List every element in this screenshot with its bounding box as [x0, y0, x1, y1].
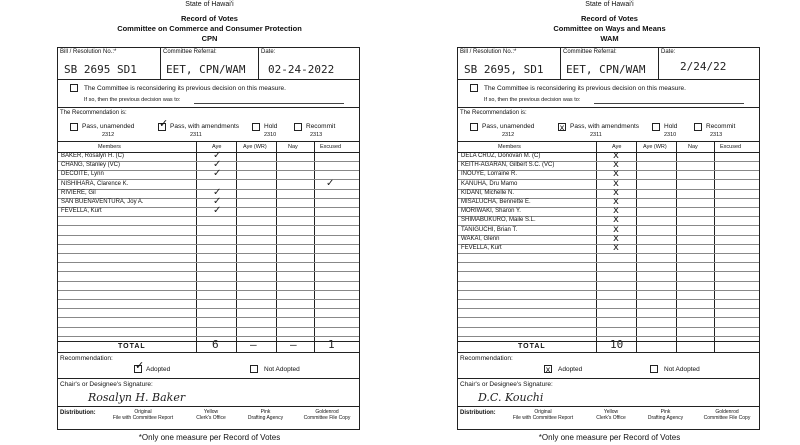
member-row: [458, 327, 759, 337]
check-mark-icon[interactable]: ✓: [213, 159, 222, 171]
member-name: BAKER, Rosalyn H. (C): [61, 153, 125, 159]
pass-unamended-checkbox[interactable]: [470, 123, 478, 131]
adoption-row: [58, 353, 359, 379]
member-name: RIVIERE, Gil: [61, 189, 96, 196]
member-name: DECOITE, Lynn: [61, 171, 104, 178]
option-label: Pass, unamended: [82, 123, 135, 130]
option-label: Pass, unamended: [482, 123, 535, 130]
total-label: TOTAL: [118, 343, 146, 350]
dist-pink: Pink Drafting Agency: [247, 409, 284, 421]
recommendation-label: The Recommendation is:: [460, 110, 527, 116]
option-code: 2312: [102, 132, 115, 138]
dist-yellow: Yellow Clerk's Office: [596, 409, 626, 421]
divider: [258, 48, 259, 79]
previous-decision-line[interactable]: [194, 103, 344, 104]
total-aye-wr[interactable]: —: [250, 338, 257, 351]
not-adopted-checkbox[interactable]: [650, 365, 658, 373]
signature-label: Chair's or Designee's Signature:: [60, 381, 153, 388]
member-name: SHIMABUKURO, Maile S.L.: [461, 217, 536, 224]
col-aye-wr: Aye (WR): [643, 144, 667, 150]
date-label: Date:: [261, 49, 276, 55]
member-name: MORIWAKI, Sharon Y.: [461, 208, 521, 215]
dist-original: Original File with Committee Report: [112, 409, 174, 421]
members-table: [58, 142, 359, 352]
left-header: [57, 0, 362, 44]
total-label: TOTAL: [518, 343, 546, 350]
reconsider-if-so: If so, then the previous decision was to:: [484, 97, 581, 103]
option-code: 2310: [664, 132, 677, 138]
check-mark-icon[interactable]: ✓: [213, 205, 222, 217]
dist-original: Original File with Committee Report: [512, 409, 574, 421]
divider: [160, 48, 161, 79]
option-code: 2313: [310, 132, 323, 138]
divider: [658, 48, 659, 79]
pass-unamended-checkbox[interactable]: [70, 123, 78, 131]
right-form: [457, 47, 760, 430]
date-label: Date:: [661, 49, 676, 55]
state-name: State of Hawai'i: [185, 1, 234, 8]
option-label: Pass, with amendments: [170, 123, 240, 130]
check-mark-icon[interactable]: ✓: [213, 196, 222, 207]
reconsider-row: [58, 80, 359, 108]
adopted-label: Adopted: [558, 366, 583, 373]
signature-row: [58, 379, 359, 407]
footnote: *Only one measure per Record of Votes: [538, 433, 681, 442]
reconsider-if-so: If so, then the previous decision was to:: [84, 97, 181, 103]
footnote: *Only one measure per Record of Votes: [138, 433, 281, 442]
check-mark-icon: ✓: [135, 359, 145, 372]
x-mark-icon[interactable]: x: [613, 242, 619, 253]
reconsider-row: [458, 80, 759, 108]
check-mark-icon[interactable]: ✓: [213, 186, 222, 198]
bill-label: Bill / Resolution No.:*: [460, 49, 517, 55]
state-name: State of Hawai'i: [585, 1, 634, 8]
option-label: Recommit: [306, 123, 336, 130]
dist-pink: Pink Drafting Agency: [647, 409, 684, 421]
distribution-label: Distribution:: [460, 410, 496, 416]
distribution-row: [58, 407, 359, 429]
adopted-label: Adopted: [146, 366, 171, 373]
check-mark-icon[interactable]: ✓: [213, 168, 222, 180]
referral-label: Committee Referral:: [163, 49, 217, 55]
member-name: KEITH-AGARAN, Gilbert S.C. (VC): [461, 162, 555, 169]
adopted-checkbox[interactable]: [134, 359, 145, 373]
member-name: NISHIHARA, Clarence K.: [61, 180, 129, 187]
x-mark-icon[interactable]: x: [613, 232, 619, 244]
col-excused: Excused: [720, 144, 742, 150]
total-excused[interactable]: 1: [328, 338, 335, 351]
col-excused: Excused: [320, 144, 342, 150]
member-name: DELA CRUZ, Donovan M. (C): [461, 153, 541, 159]
col-nay: Nay: [288, 144, 298, 150]
recommendation-row: [58, 108, 359, 142]
option-code: 2311: [190, 132, 202, 138]
divider: [560, 48, 561, 79]
recommendation-result-label: Recommendation:: [460, 355, 513, 362]
col-aye: Aye: [212, 144, 222, 150]
col-members: Members: [98, 144, 121, 150]
x-mark-icon[interactable]: x: [613, 177, 619, 189]
option-code: 2313: [710, 132, 723, 138]
col-aye: Aye: [612, 144, 622, 150]
right-record-of-votes: [457, 0, 762, 445]
not-adopted-label: Not Adopted: [664, 366, 700, 373]
check-mark-icon: ✓: [159, 117, 169, 130]
pass-amended-checkbox[interactable]: x: [559, 123, 565, 132]
total-row: [58, 338, 359, 353]
check-mark-icon[interactable]: ✓: [213, 150, 222, 161]
recommit-checkbox[interactable]: [694, 123, 702, 131]
referral-value[interactable]: EET, CPN/WAM: [566, 63, 646, 76]
reconsider-text: The Committee is reconsidering its previous decision on this measure.: [84, 85, 286, 92]
x-mark-icon[interactable]: x: [613, 196, 619, 207]
x-mark-icon[interactable]: x: [613, 186, 619, 198]
member-name: INOUYE, Lorraine R.: [461, 171, 518, 178]
chair-signature[interactable]: D.C. Kouchi: [478, 391, 544, 404]
adoption-row: [458, 353, 759, 379]
bill-number[interactable]: SB 2695 SD1: [64, 63, 137, 76]
col-members: Members: [498, 144, 521, 150]
members-table: [458, 142, 759, 352]
dist-goldenrod: Goldenrod Committee File Copy: [303, 409, 351, 421]
member-name: WAKAI, Glenn: [461, 235, 500, 242]
not-adopted-label: Not Adopted: [264, 366, 300, 373]
signature-label: Chair's or Designee's Signature:: [460, 381, 553, 388]
form-title: Record of Votes: [181, 14, 238, 23]
left-record-of-votes: [57, 0, 362, 445]
check-mark-icon[interactable]: ✓: [326, 177, 335, 189]
member-name: TANIGUCHI, Brian T.: [461, 226, 518, 233]
x-mark-icon[interactable]: x: [613, 214, 619, 226]
option-label: Hold: [664, 123, 678, 130]
x-mark-icon[interactable]: x: [613, 205, 619, 217]
total-aye[interactable]: 10: [610, 338, 624, 351]
col-nay: Nay: [688, 144, 698, 150]
option-code: 2310: [264, 132, 277, 138]
member-name: SAN BUENAVENTURA, Joy A.: [61, 199, 144, 205]
hold-checkbox[interactable]: [652, 123, 660, 131]
committee-name: Committee on Commerce and Consumer Protection: [117, 24, 302, 33]
form-title: Record of Votes: [581, 14, 638, 23]
left-form: [57, 47, 360, 430]
option-code: 2311: [590, 132, 602, 138]
bill-row: [58, 48, 359, 80]
member-name: FEVELLA, Kurt: [61, 208, 102, 215]
distribution-row: [458, 407, 759, 429]
option-label: Recommit: [706, 123, 736, 130]
date-value[interactable]: 2/24/22: [680, 60, 727, 73]
committee-abbr: CPN: [201, 34, 218, 43]
member-name: KANUHA, Dru Mamo: [461, 180, 518, 187]
total-aye[interactable]: 6: [212, 338, 219, 351]
member-name: CHANG, Stanley (VC): [61, 162, 121, 169]
bill-row: [458, 48, 759, 80]
referral-label: Committee Referral:: [563, 49, 617, 55]
total-nay[interactable]: —: [290, 338, 297, 351]
not-adopted-checkbox[interactable]: [250, 365, 258, 373]
reconsider-text: The Committee is reconsidering its previous decision on this measure.: [484, 85, 686, 92]
referral-value[interactable]: EET, CPN/WAM: [166, 63, 246, 76]
x-mark-icon[interactable]: x: [613, 168, 619, 180]
distribution-label: Distribution:: [60, 410, 96, 416]
option-code: 2312: [502, 132, 515, 138]
member-row: [58, 327, 359, 337]
recommendation-label: The Recommendation is:: [60, 110, 127, 116]
x-mark-icon[interactable]: x: [613, 159, 619, 171]
reconsider-checkbox[interactable]: [470, 84, 478, 92]
option-label: Hold: [264, 123, 278, 130]
date-value[interactable]: 02-24-2022: [268, 63, 335, 76]
hold-checkbox[interactable]: [252, 123, 260, 131]
bill-label: Bill / Resolution No.:*: [60, 49, 117, 55]
committee-name: Committee on Ways and Means: [553, 24, 666, 33]
member-name: FEVELLA, Kurt: [461, 245, 502, 251]
signature-row: [458, 379, 759, 407]
total-row: [458, 338, 759, 353]
committee-abbr: WAM: [600, 34, 619, 43]
col-aye-wr: Aye (WR): [243, 144, 267, 150]
pass-amended-checkbox[interactable]: [158, 117, 169, 131]
option-label: Pass, with amendments: [570, 123, 640, 130]
bill-number[interactable]: SB 2695, SD1: [464, 63, 544, 76]
right-header: [457, 0, 762, 44]
adopted-checkbox[interactable]: x: [545, 365, 551, 374]
member-name: KIDANI, Michelle N.: [461, 189, 515, 196]
member-name: MISALUCHA, Bennette E.: [461, 199, 531, 205]
previous-decision-line[interactable]: [594, 103, 744, 104]
recommendation-row: [458, 108, 759, 142]
dist-yellow: Yellow Clerk's Office: [196, 409, 226, 421]
recommit-checkbox[interactable]: [294, 123, 302, 131]
chair-signature[interactable]: Rosalyn H. Baker: [88, 391, 186, 404]
x-mark-icon[interactable]: x: [613, 223, 619, 235]
recommendation-result-label: Recommendation:: [60, 355, 113, 362]
x-mark-icon[interactable]: x: [613, 150, 619, 161]
dist-goldenrod: Goldenrod Committee File Copy: [703, 409, 751, 421]
reconsider-checkbox[interactable]: [70, 84, 78, 92]
